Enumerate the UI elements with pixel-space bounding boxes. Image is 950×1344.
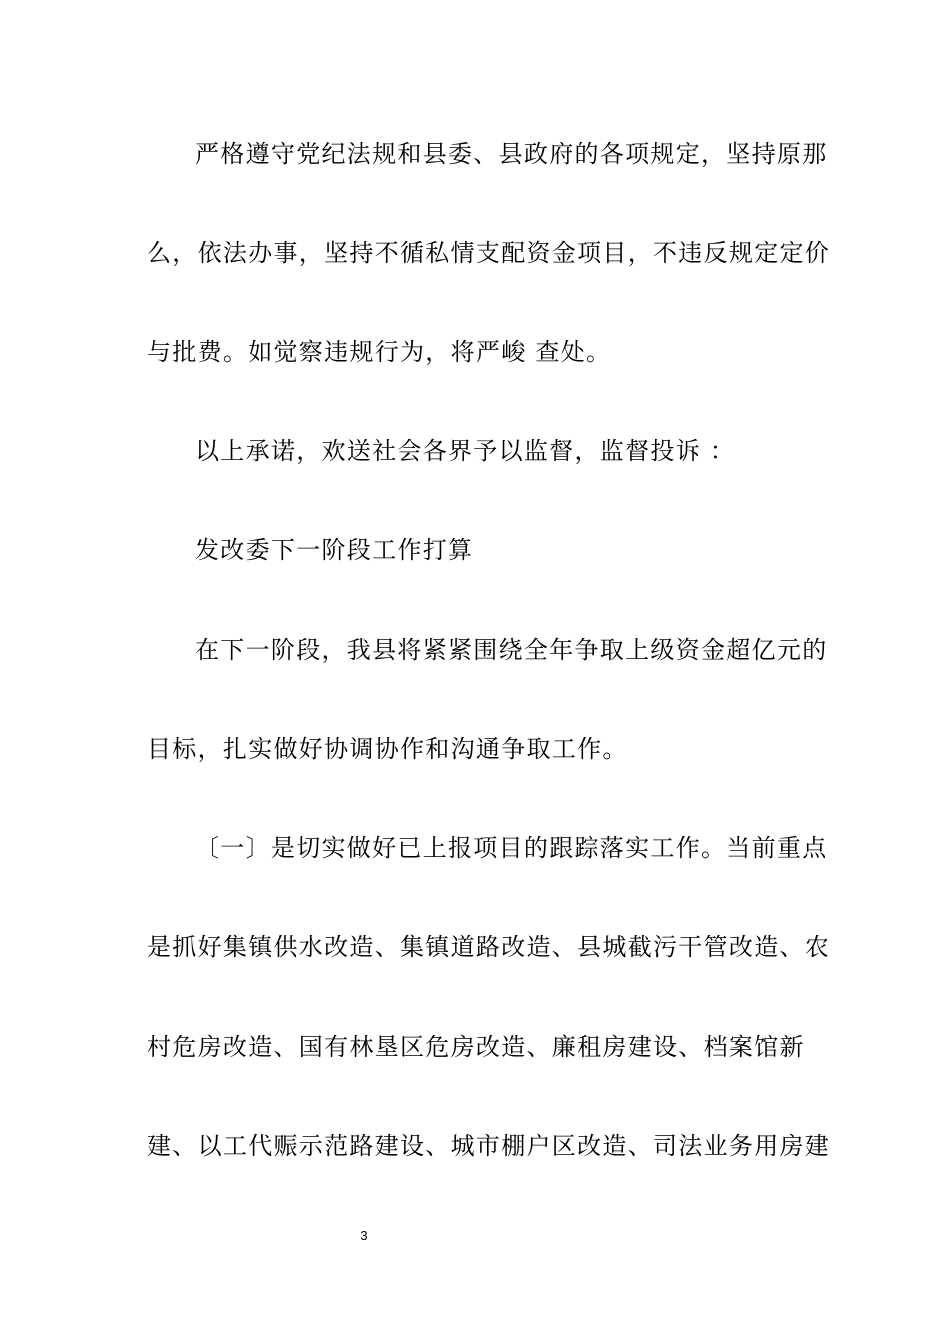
text-line: 〔一〕是切实做好已上报项目的跟踪落实工作。当前重点 — [195, 834, 828, 862]
page-number: 3 — [360, 1228, 368, 1243]
text-line: 与批费。如觉察违规行为，将严峻 查处。 — [147, 338, 612, 366]
text-line: 是抓好集镇供水改造、集镇道路改造、县城截污干管改造、农 — [147, 933, 831, 961]
text-line: 在下一阶段，我县将紧紧围绕全年争取上级资金超亿元的 — [195, 636, 828, 664]
text-line: 么，依法办事，坚持不循私情支配资金项目，不违反规定定价 — [147, 239, 831, 267]
section-heading: 发改委下一阶段工作打算 — [195, 536, 474, 564]
text-line: 建、以工代赈示范路建设、城市棚户区改造、司法业务用房建 — [147, 1132, 831, 1160]
text-line: 目标，扎实做好协调协作和沟通争取工作。 — [147, 735, 628, 763]
text-line: 村危房改造、国有林垦区危房改造、廉租房建设、档案馆新 — [147, 1033, 805, 1061]
text-line: 严格遵守党纪法规和县委、县政府的各项规定，坚持原那 — [195, 140, 828, 168]
text-line: 以上承诺，欢送社会各界予以监督，监督投诉 ： — [195, 437, 736, 465]
